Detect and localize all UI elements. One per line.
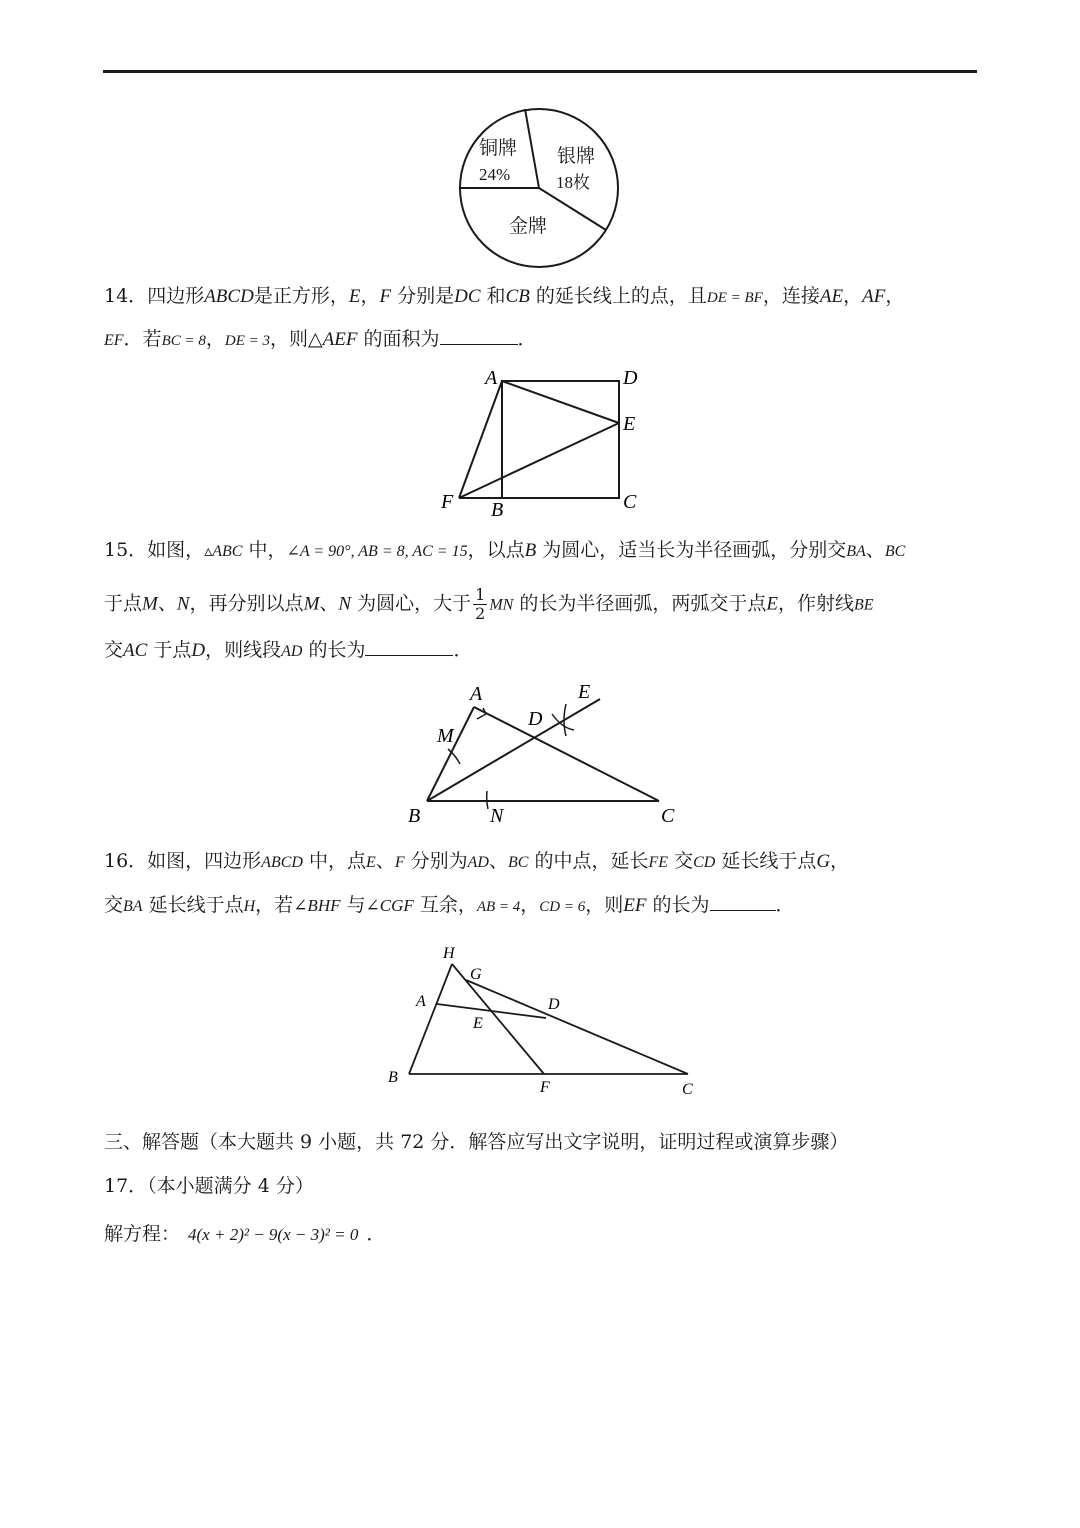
q16-label-g: G xyxy=(470,966,482,983)
q15-label-e: E xyxy=(578,681,591,703)
q15-label-m: M xyxy=(437,725,454,747)
q16-label-a: A xyxy=(416,993,426,1010)
q15-figure xyxy=(400,676,690,832)
q14-label-d: D xyxy=(623,367,638,389)
medal-pie-figure xyxy=(455,104,625,270)
q16-label-e: E xyxy=(473,1015,483,1032)
q14-answer-blank[interactable] xyxy=(440,326,518,345)
q14-label-c: C xyxy=(623,491,637,513)
q14-line-2: EF．若BC = 8，DE = 3，则△AEF 的面积为 ． xyxy=(104,328,537,350)
square-abcd xyxy=(502,381,619,498)
q15-label-c: C xyxy=(661,805,675,827)
q14-line-1: 14．四边形ABCD是正方形，E，F 分别是DC 和CB 的延长线上的点，且DE = BF，连接AE，AF， xyxy=(104,285,905,307)
q16-label-h: H xyxy=(443,945,455,962)
pie-label-bronze: 铜牌 xyxy=(479,138,518,159)
q14-label-f: F xyxy=(441,491,454,513)
q15-label-n: N xyxy=(490,805,504,827)
q14-label-a: A xyxy=(485,367,498,389)
pie-divider-right xyxy=(539,188,606,230)
pie-divider-top xyxy=(525,109,539,188)
header-rule xyxy=(103,70,977,73)
pie-value-silver: 18枚 xyxy=(556,173,590,192)
q17-equation: 4(x + 2)² − 9(x − 3)² = 0 xyxy=(188,1225,359,1244)
pie-label-gold: 金牌 xyxy=(509,216,548,237)
q16-label-d: D xyxy=(548,996,560,1013)
q15-line-3: 交AC 于点D，则线段AD 的长为 ． xyxy=(104,639,473,661)
q17-line: 解方程： 4(x + 2)² − 9(x − 3)² = 0 ． xyxy=(104,1223,386,1245)
q17-header: 17．（本小题满分 4 分） xyxy=(104,1175,314,1197)
q15-label-a: A xyxy=(470,683,483,705)
q16-line-1: 16．如图，四边形ABCD 中，点E、F 分别为AD、BC 的中点，延长FE 交CD 延长线于点G， xyxy=(104,850,850,872)
seg-hb xyxy=(409,964,452,1074)
q16-label-b: B xyxy=(388,1069,398,1086)
section-3-title: 三、解答题（本大题共 9 小题，共 72 分．解答应写出文字说明，证明过程或演算步骤） xyxy=(104,1131,849,1153)
q16-figure xyxy=(380,936,700,1102)
q16-label-c: C xyxy=(682,1081,693,1098)
q15-label-d: D xyxy=(528,708,543,730)
seg-ae xyxy=(502,381,619,423)
q15-line-2: 于点M、N，再分别以点M、N 为圆心，大于 $\frac{1}{2}$ MN 的长为半径画弧，两弧交于点E，作射线BE xyxy=(104,585,874,623)
q15-line-1: 15．如图，▵ABC 中，∠A = 90°, AB = 8, AC = 15，以点B 为圆心，适当长为半径画弧，分别交BA、BC xyxy=(104,539,906,561)
seg-hf xyxy=(452,964,544,1074)
seg-cg xyxy=(466,980,688,1074)
q16-answer-blank[interactable] xyxy=(710,892,776,911)
q15-label-b: B xyxy=(408,805,421,827)
q16-line-2: 交BA 延长线于点H，若∠BHF 与∠CGF 互余，AB = 4，CD = 6，则EF 的长为 ． xyxy=(104,894,795,916)
q14-label-e: E xyxy=(623,413,636,435)
q15-answer-blank[interactable] xyxy=(365,637,453,656)
q16-label-f: F xyxy=(540,1079,550,1096)
seg-ac xyxy=(474,707,659,801)
pie-label-silver: 银牌 xyxy=(557,146,596,167)
q14-figure xyxy=(435,362,655,522)
pie-value-bronze: 24% xyxy=(479,165,511,184)
q14-label-b: B xyxy=(491,499,504,521)
q15-fraction: $\frac{1}{2}$ xyxy=(475,585,486,623)
